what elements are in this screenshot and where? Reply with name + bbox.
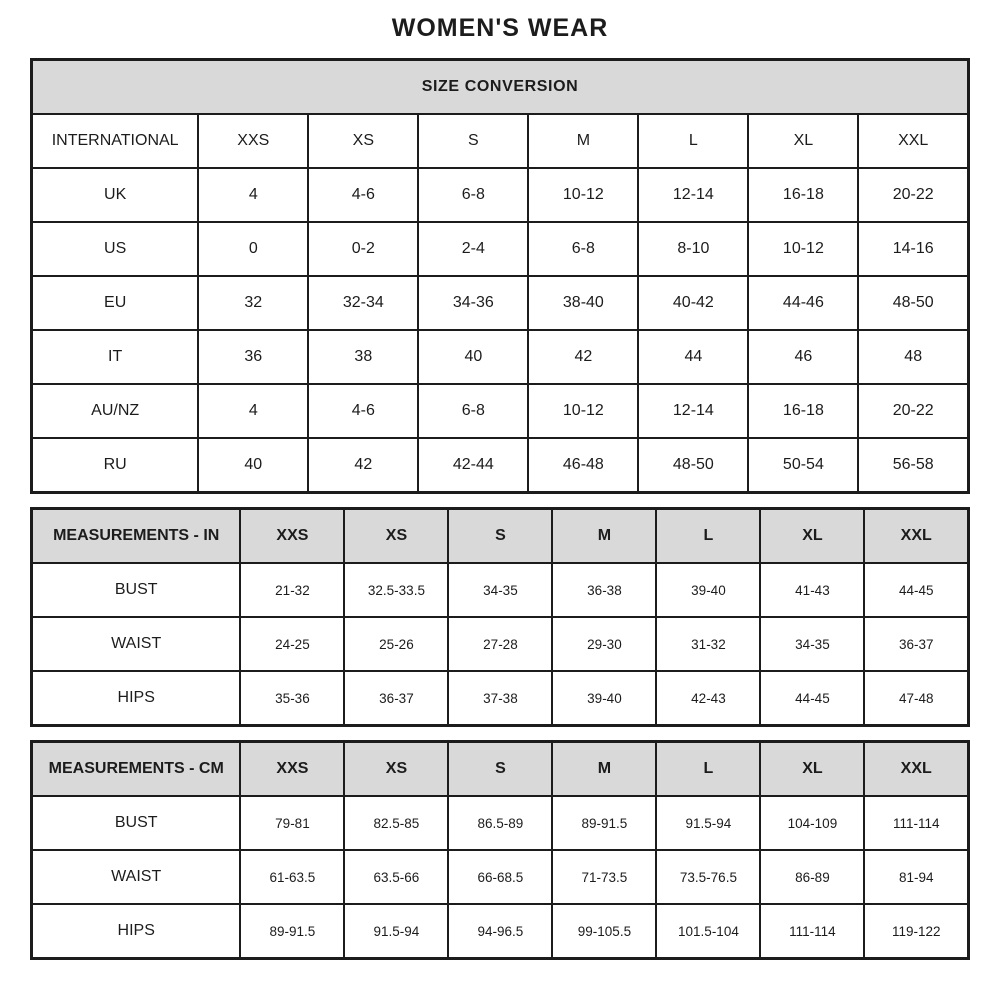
table-cell: 40 (198, 438, 308, 493)
table-cell: 44-46 (748, 276, 858, 330)
column-header-xxs: XXS (198, 114, 308, 168)
table-cell: 36 (198, 330, 308, 384)
table-cell: 20-22 (858, 168, 968, 222)
table-row-uk (32, 168, 969, 222)
column-header-xxl: XXL (858, 114, 968, 168)
table-cell: 99-105.5 (552, 904, 656, 959)
measurements-cm-table (30, 740, 970, 960)
row-label: WAIST (32, 617, 241, 671)
table-cell: 4 (198, 168, 308, 222)
column-header-international: INTERNATIONAL (32, 114, 199, 168)
page-title: WOMEN'S WEAR (391, 14, 609, 42)
table-cell: 16-18 (748, 168, 858, 222)
column-header-xs: XS (308, 114, 418, 168)
table-cell: 34-35 (760, 617, 864, 671)
table-cell: 0-2 (308, 222, 418, 276)
table-cell: 91.5-94 (656, 796, 760, 850)
row-label: HIPS (32, 904, 241, 959)
row-label: RU (32, 438, 199, 493)
table-cell: 16-18 (748, 384, 858, 438)
column-header-m: M (552, 509, 656, 564)
measurements-in-header-row (32, 509, 969, 564)
row-label: AU/NZ (32, 384, 199, 438)
table-cell: 63.5-66 (344, 850, 448, 904)
table-cell: 10-12 (528, 168, 638, 222)
table-cell: 2-4 (418, 222, 528, 276)
table-cell: 24-25 (240, 617, 344, 671)
column-header-xl: XL (760, 509, 864, 564)
table-cell: 32 (198, 276, 308, 330)
table-cell: 20-22 (858, 384, 968, 438)
column-header-s: S (448, 509, 552, 564)
table-cell: 66-68.5 (448, 850, 552, 904)
table-cell: 89-91.5 (552, 796, 656, 850)
table-cell: 73.5-76.5 (656, 850, 760, 904)
size-conversion-title: SIZE CONVERSION (32, 60, 969, 115)
table-cell: 86-89 (760, 850, 864, 904)
table-cell: 91.5-94 (344, 904, 448, 959)
column-header-xl: XL (748, 114, 858, 168)
table-cell: 50-54 (748, 438, 858, 493)
table-cell: 111-114 (864, 796, 968, 850)
table-cell: 12-14 (638, 384, 748, 438)
table-cell: 38-40 (528, 276, 638, 330)
table-cell: 31-32 (656, 617, 760, 671)
table-cell: 40-42 (638, 276, 748, 330)
column-header-xs: XS (344, 742, 448, 797)
table-cell: 44-45 (760, 671, 864, 726)
row-label: HIPS (32, 671, 241, 726)
table-cell: 14-16 (858, 222, 968, 276)
table-cell: 12-14 (638, 168, 748, 222)
table-cell: 41-43 (760, 563, 864, 617)
row-label: BUST (32, 563, 241, 617)
table-cell: 37-38 (448, 671, 552, 726)
table-cell: 32-34 (308, 276, 418, 330)
table-cell: 29-30 (552, 617, 656, 671)
table-cell: 8-10 (638, 222, 748, 276)
table-cell: 4 (198, 384, 308, 438)
table-cell: 61-63.5 (240, 850, 344, 904)
column-header-xxs: XXS (240, 742, 344, 797)
table-cell: 81-94 (864, 850, 968, 904)
table-row-us (32, 222, 969, 276)
row-label: WAIST (32, 850, 241, 904)
table-cell: 48-50 (638, 438, 748, 493)
table-cell: 39-40 (552, 671, 656, 726)
table-cell: 32.5-33.5 (344, 563, 448, 617)
table-cell: 34-36 (418, 276, 528, 330)
column-header-l: L (656, 742, 760, 797)
size-conversion-column-header-row (32, 114, 969, 168)
table-cell: 48 (858, 330, 968, 384)
table-cell: 94-96.5 (448, 904, 552, 959)
column-header-m: M (528, 114, 638, 168)
table-row-hips-cm (32, 904, 969, 959)
table-cell: 6-8 (418, 168, 528, 222)
column-header-l: L (638, 114, 748, 168)
table-cell: 42 (308, 438, 418, 493)
table-row-it (32, 330, 969, 384)
table-row-waist-in (32, 617, 969, 671)
measurements-in-title: MEASUREMENTS - IN (32, 509, 241, 564)
measurements-in-table (30, 507, 970, 727)
table-cell: 36-38 (552, 563, 656, 617)
column-header-xxl: XXL (864, 742, 968, 797)
table-cell: 47-48 (864, 671, 968, 726)
row-label: BUST (32, 796, 241, 850)
column-header-l: L (656, 509, 760, 564)
measurements-cm-header-row (32, 742, 969, 797)
table-cell: 36-37 (864, 617, 968, 671)
table-row-bust-in (32, 563, 969, 617)
table-cell: 6-8 (418, 384, 528, 438)
table-cell: 35-36 (240, 671, 344, 726)
table-cell: 0 (198, 222, 308, 276)
table-cell: 44-45 (864, 563, 968, 617)
table-cell: 101.5-104 (656, 904, 760, 959)
table-row-bust-cm (32, 796, 969, 850)
table-cell: 79-81 (240, 796, 344, 850)
table-row-eu (32, 276, 969, 330)
table-cell: 56-58 (858, 438, 968, 493)
row-label: EU (32, 276, 199, 330)
table-cell: 27-28 (448, 617, 552, 671)
table-cell: 10-12 (748, 222, 858, 276)
table-cell: 4-6 (308, 384, 418, 438)
column-header-xs: XS (344, 509, 448, 564)
size-conversion-table (30, 58, 970, 494)
row-label: US (32, 222, 199, 276)
page-container (30, 0, 970, 960)
table-cell: 38 (308, 330, 418, 384)
table-cell: 86.5-89 (448, 796, 552, 850)
column-header-xxs: XXS (240, 509, 344, 564)
table-row-ru (32, 438, 969, 493)
table-cell: 34-35 (448, 563, 552, 617)
table-cell: 4-6 (308, 168, 418, 222)
table-cell: 6-8 (528, 222, 638, 276)
table-cell: 89-91.5 (240, 904, 344, 959)
table-cell: 46-48 (528, 438, 638, 493)
table-row-aunz (32, 384, 969, 438)
column-header-xxl: XXL (864, 509, 968, 564)
table-row-waist-cm (32, 850, 969, 904)
column-header-s: S (418, 114, 528, 168)
table-cell: 10-12 (528, 384, 638, 438)
table-cell: 42-43 (656, 671, 760, 726)
table-cell: 119-122 (864, 904, 968, 959)
table-cell: 36-37 (344, 671, 448, 726)
column-header-xl: XL (760, 742, 864, 797)
size-conversion-header-band (32, 60, 969, 115)
column-header-s: S (448, 742, 552, 797)
table-cell: 48-50 (858, 276, 968, 330)
table-cell: 42 (528, 330, 638, 384)
table-cell: 39-40 (656, 563, 760, 617)
measurements-cm-title: MEASUREMENTS - CM (32, 742, 241, 797)
table-cell: 111-114 (760, 904, 864, 959)
table-cell: 25-26 (344, 617, 448, 671)
table-cell: 40 (418, 330, 528, 384)
table-row-hips-in (32, 671, 969, 726)
table-cell: 44 (638, 330, 748, 384)
table-cell: 82.5-85 (344, 796, 448, 850)
table-cell: 71-73.5 (552, 850, 656, 904)
table-cell: 21-32 (240, 563, 344, 617)
row-label: UK (32, 168, 199, 222)
column-header-m: M (552, 742, 656, 797)
row-label: IT (32, 330, 199, 384)
table-cell: 42-44 (418, 438, 528, 493)
table-cell: 104-109 (760, 796, 864, 850)
table-cell: 46 (748, 330, 858, 384)
